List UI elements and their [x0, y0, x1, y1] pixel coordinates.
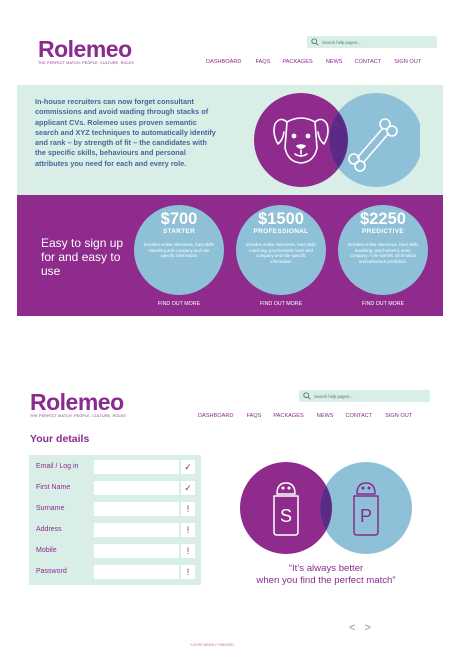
form-row-email [29, 460, 201, 474]
salt-pepper-illustration [236, 458, 416, 558]
nav-packages[interactable]: PACKAGES [273, 413, 304, 419]
find-out-more-starter[interactable]: FIND OUT MORE [157, 301, 201, 307]
form-row-password [29, 565, 201, 579]
quote-line-2: when you find the perfect match” [256, 575, 396, 586]
tagline: THE PERFECT MATCH: PEOPLE, CULTURE, ROLES [38, 61, 134, 65]
logo[interactable]: Rolemeo [30, 389, 124, 415]
address-field[interactable] [94, 523, 179, 537]
nav-faqs[interactable]: FAQS [255, 59, 271, 65]
pager [349, 622, 380, 634]
nav-sign-out[interactable]: SIGN OUT [385, 413, 413, 419]
page-title: Your details [30, 433, 90, 445]
field-label: Mobile [36, 547, 57, 554]
dog-bone-illustration [250, 86, 420, 194]
email-field[interactable] [94, 460, 179, 474]
field-label: Surname [36, 505, 65, 512]
check-icon: ✓ [181, 481, 195, 495]
main-nav [198, 413, 412, 419]
plan-professional[interactable] [236, 205, 326, 295]
find-out-more-predictive[interactable]: FIND OUT MORE [361, 301, 405, 307]
form-row-first-name [29, 481, 201, 495]
quote [214, 563, 438, 587]
search-placeholder: Search help pages... [314, 393, 353, 399]
pricing-panel [17, 195, 443, 316]
field-label: Address [36, 526, 62, 533]
search-input[interactable] [307, 36, 437, 48]
warning-icon: ! [181, 502, 195, 516]
field-label: Email / Log in [36, 463, 79, 470]
plan-name: STARTER [162, 228, 196, 235]
progress-footer: YOU'RE NEARLY FINISHED [190, 643, 234, 647]
easy-signup-text: Easy to sign up for and easy to use [41, 236, 124, 278]
nav-contact[interactable]: CONTACT [345, 413, 373, 419]
details-form [29, 455, 201, 585]
find-out-more-professional[interactable]: FIND OUT MORE [259, 301, 303, 307]
form-row-surname [29, 502, 201, 516]
logo[interactable]: Rolemeo [38, 36, 132, 62]
plan-starter[interactable] [134, 205, 224, 295]
quote-line-1: “It’s always better [288, 563, 364, 574]
plan-description: Includes online interviews, hard skills matching, psychometric tests, company / role specific information and behaviour prediction. [347, 242, 419, 264]
pepper-label: P [359, 506, 373, 526]
check-icon: ✓ [181, 460, 195, 474]
intro-panel [17, 85, 443, 195]
salt-label: S [279, 506, 293, 526]
intro-text: In-house recruiters can now forget consultant commissions and avoid wading through stacks of applicant CVs. Rolemeo uses proven semantic search and XYZ techniques to automatically identify and rank – by strength of fit – the candidates with the specific skills, behaviours and personal attributes you need for each and every role. [35, 97, 216, 168]
plan-price: $2250 [360, 210, 406, 228]
nav-faqs[interactable]: FAQS [246, 413, 262, 419]
form-row-address [29, 523, 201, 537]
search-icon [303, 392, 311, 400]
plan-price: $700 [160, 210, 198, 228]
plan-name: PROFESSIONAL [253, 228, 309, 235]
warning-icon: ! [181, 544, 195, 558]
prev-arrow-icon[interactable]: < [349, 622, 365, 634]
nav-sign-out[interactable]: SIGN OUT [394, 59, 422, 65]
field-label: Password [36, 568, 67, 575]
plan-description: Includes online interviews, hard skills matching, psychometric tests and company and role specific information [245, 242, 317, 264]
plan-name: PREDICTIVE [361, 228, 404, 235]
warning-icon: ! [181, 565, 195, 579]
next-arrow-icon[interactable]: > [364, 622, 380, 634]
plan-price: $1500 [258, 210, 304, 228]
nav-dashboard[interactable]: DASHBOARD [198, 413, 234, 419]
plan-description: Includes online interviews, hard skills matching and company and role specific information [143, 242, 215, 258]
plan-predictive[interactable] [338, 205, 428, 295]
field-label: First Name [36, 484, 71, 491]
nav-news[interactable]: NEWS [325, 59, 343, 65]
password-field[interactable] [94, 565, 179, 579]
form-row-mobile [29, 544, 201, 558]
nav-news[interactable]: NEWS [316, 413, 334, 419]
main-nav [206, 59, 421, 65]
warning-icon: ! [181, 523, 195, 537]
tagline: THE PERFECT MATCH: PEOPLE, CULTURE, ROLES [30, 414, 126, 418]
search-icon [311, 38, 319, 46]
nav-dashboard[interactable]: DASHBOARD [206, 59, 242, 65]
search-placeholder: Search help pages... [322, 39, 361, 45]
first-name-field[interactable] [94, 481, 179, 495]
nav-packages[interactable]: PACKAGES [282, 59, 313, 65]
surname-field[interactable] [94, 502, 179, 516]
mobile-field[interactable] [94, 544, 179, 558]
search-input[interactable] [299, 390, 430, 402]
nav-contact[interactable]: CONTACT [354, 59, 382, 65]
